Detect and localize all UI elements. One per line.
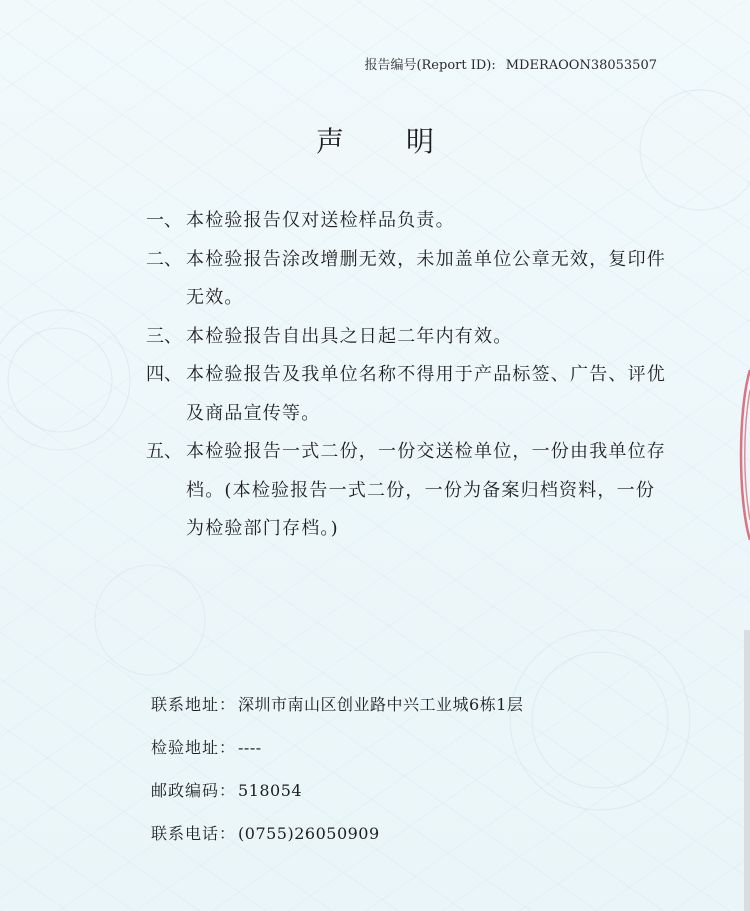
clause-text: 本检验报告仅对送检样品负责。 — [186, 210, 455, 231]
postal-code — [151, 769, 523, 812]
clause-text: 本检验报告自出具之日起二年内有效。 — [186, 325, 513, 347]
declaration-clauses — [146, 202, 666, 549]
report-id-value: MDERAOON38053507 — [505, 58, 657, 73]
clause-number: 二、 — [146, 248, 182, 270]
official-seal-edge — [734, 360, 750, 550]
clause-text: 本检验报告及我单位名称不得用于产品标签、广告、评优及商品宣传等。 — [186, 364, 666, 424]
contact-label: 联系电话： — [151, 824, 237, 843]
contact-value: 深圳市南山区创业路中兴工业城6栋1层 — [238, 695, 524, 714]
clause-text: 本检验报告一式二份，一份交送检单位，一份由我单位存档。(本检验报告一式二份，一份为备案归档资料，一份为检验部门存档。) — [186, 441, 666, 539]
contact-phone — [151, 812, 523, 855]
clause-text: 本检验报告涂改增删无效，未加盖单位公章无效，复印件无效。 — [186, 248, 666, 308]
report-id-label: 报告编号(Report ID): — [364, 58, 496, 73]
clause-number: 三、 — [146, 325, 182, 347]
clause-number: 五、 — [146, 441, 182, 462]
report-id — [364, 54, 657, 73]
contact-info — [151, 683, 523, 855]
clause-item — [146, 318, 666, 357]
clause-number: 一、 — [146, 210, 182, 231]
contact-value: 518054 — [238, 781, 303, 800]
contact-value: ---- — [238, 738, 262, 757]
scan-edge-strip — [744, 630, 750, 911]
page-title: 声明 — [315, 125, 496, 158]
contact-label: 检验地址： — [151, 738, 237, 757]
clause-number: 四、 — [146, 364, 182, 385]
contact-address — [151, 683, 523, 726]
inspection-address — [151, 726, 523, 769]
contact-value: (0755)26050909 — [238, 824, 380, 843]
clause-item — [146, 356, 666, 433]
clause-item — [146, 202, 666, 241]
clause-item — [146, 241, 666, 318]
contact-label: 联系地址： — [151, 695, 237, 714]
clause-item — [146, 433, 666, 549]
contact-label: 邮政编码： — [151, 781, 237, 800]
